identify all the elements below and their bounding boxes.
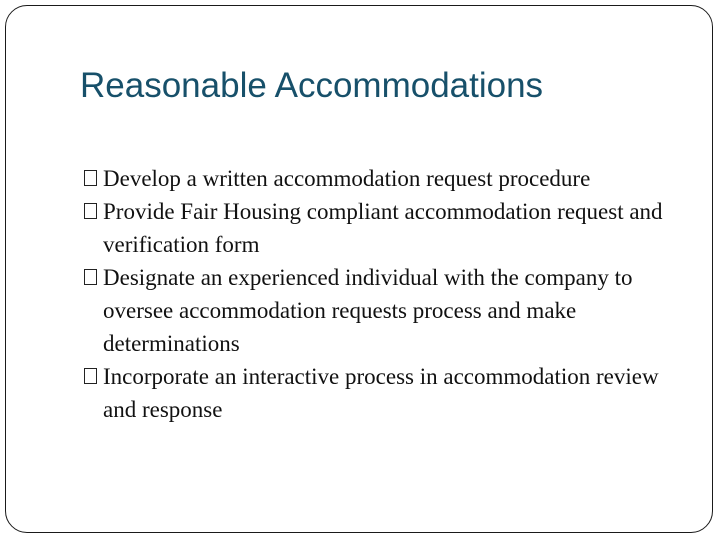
- missing-glyph-box-icon: [84, 170, 97, 186]
- bullet-item: [84, 360, 694, 426]
- slide-frame: [5, 5, 713, 533]
- bullet-text: Provide Fair Housing compliant accommodation request and verification form: [103, 199, 663, 257]
- missing-glyph-box-icon: [84, 368, 97, 384]
- bullet-item: [84, 162, 694, 195]
- slide-title: Reasonable Accommodations: [80, 66, 544, 105]
- bullet-item: [84, 195, 694, 261]
- bullet-text: Develop a written accommodation request procedure: [103, 166, 591, 191]
- missing-glyph-box-icon: [84, 269, 97, 285]
- bullet-text: Designate an experienced individual with the company to oversee accommodation requests process and make determinations: [103, 265, 633, 356]
- bullet-list: [84, 162, 694, 426]
- bullet-item: [84, 261, 694, 360]
- missing-glyph-box-icon: [84, 203, 97, 219]
- bullet-text: Incorporate an interactive process in accommodation review and response: [103, 364, 659, 422]
